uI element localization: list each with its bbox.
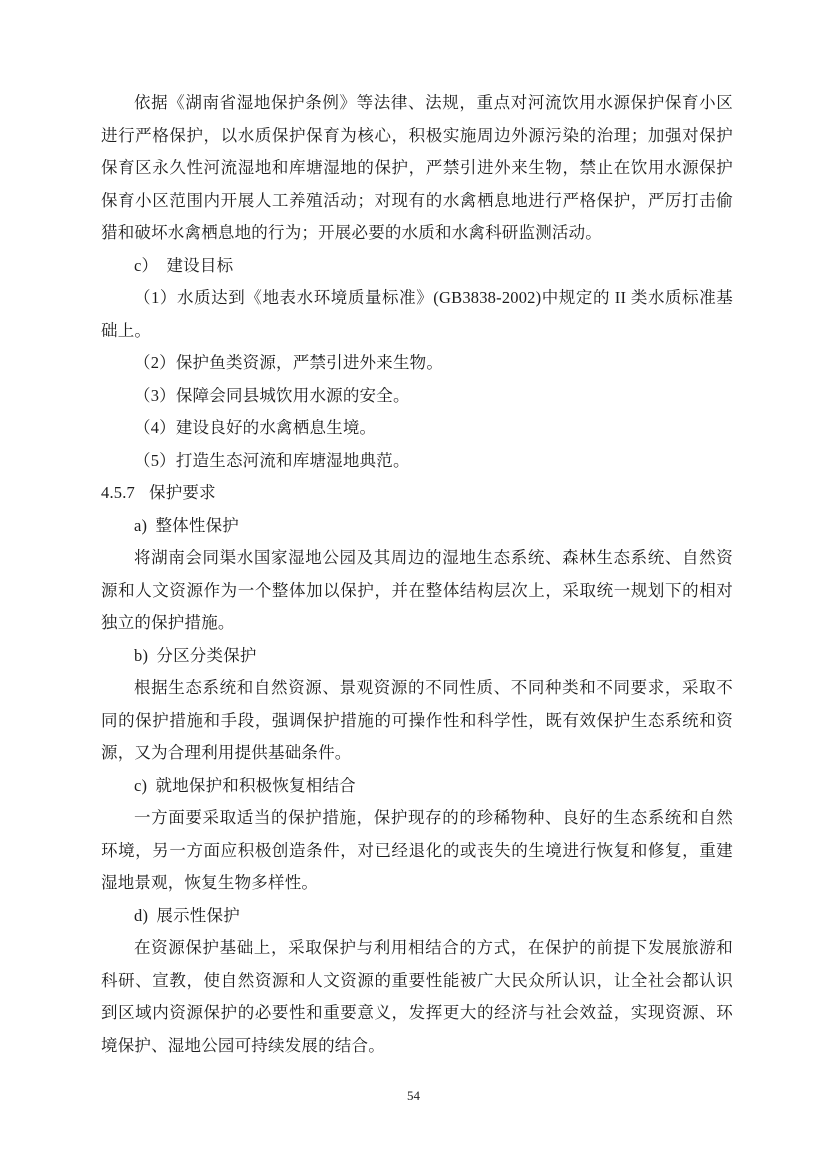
goal-item-1: （1）水质达到《地表水环境质量标准》(GB3838-2002)中规定的 II 类水质标准基础上。 xyxy=(101,288,733,340)
subsection-a-body: 将湖南会同渠水国家湿地公园及其周边的湿地生态系统、森林生态系统、自然资源和人文资源作为一个整体加以保护，并在整体结构层次上，采取统一规划下的相对独立的保护措施。 xyxy=(101,548,733,632)
subsection-c-label: c) xyxy=(134,775,148,795)
section-heading xyxy=(101,477,733,510)
subsection-d-label: d) xyxy=(134,905,149,925)
subsection-c-body: 一方面要采取适当的保护措施，保护现存的的珍稀物种、良好的生态系统和自然环境，另一方面应积极创造条件，对已经退化的或丧失的生境进行恢复和修复，重建湿地景观，恢复生物多样性。 xyxy=(101,808,733,892)
goals-heading-text: 建设目标 xyxy=(166,255,234,275)
goal-item-2: （2）保护鱼类资源，严禁引进外来生物。 xyxy=(134,353,444,372)
section-title: 保护要求 xyxy=(149,483,216,502)
subsection-b-title: 分区分类保护 xyxy=(156,645,257,665)
subsection-a-title: 整体性保护 xyxy=(155,515,239,535)
subsection-d-title: 展示性保护 xyxy=(156,905,240,925)
goal-item-5: （5）打造生态河流和库塘湿地典范。 xyxy=(134,450,410,470)
goal-item-4: （4）建设良好的水禽栖息生境。 xyxy=(134,418,377,437)
subsection-b-heading xyxy=(101,640,733,673)
goals-heading-label: c） xyxy=(134,255,159,275)
subsection-d-heading xyxy=(101,900,733,933)
subsection-c-title: 就地保护和积极恢复相结合 xyxy=(155,775,356,795)
subsection-b-body: 根据生态系统和自然资源、景观资源的不同性质、不同种类和不同要求，采取不同的保护措施和手段，强调保护措施的可操作性和科学性，既有效保护生态系统和资源，又为合理利用提供基础条件。 xyxy=(101,678,733,762)
intro-paragraph: 依据《湖南省湿地保护条例》等法律、法规，重点对河流饮用水源保护保育小区进行严格保护，以水质保护保育为核心，积极实施周边外源污染的治理；加强对保护保育区永久性河流湿地和库塘湿地的保护，严禁引进外来生物，禁止在饮用水源保护保育小区范围内开展人工养殖活动；对现有的水禽栖息地进行严格保护，严厉打击偷猎和破坏水禽栖息地的行为；开展必要的水质和水禽科研监测活动。 xyxy=(101,93,733,242)
goals-heading xyxy=(101,250,733,283)
subsection-c-heading xyxy=(101,770,733,803)
document-body xyxy=(101,87,733,1062)
page-footer xyxy=(0,1088,827,1104)
goal-item-3: （3）保障会同县城饮用水源的安全。 xyxy=(134,385,410,405)
subsection-a-label: a) xyxy=(134,515,148,535)
section-number: 4.5.7 xyxy=(101,483,135,502)
page-number: 54 xyxy=(407,1088,420,1103)
subsection-b-label: b) xyxy=(134,645,149,665)
subsection-d-body: 在资源保护基础上，采取保护与利用相结合的方式，在保护的前提下发展旅游和科研、宣教，使自然资源和人文资源的重要性能被广大民众所认识，让全社会都认识到区域内资源保护的必要性和重要意义，发挥更大的经济与社会效益，实现资源、环境保护、湿地公园可持续发展的结合。 xyxy=(101,938,733,1055)
subsection-a-heading xyxy=(101,510,733,543)
